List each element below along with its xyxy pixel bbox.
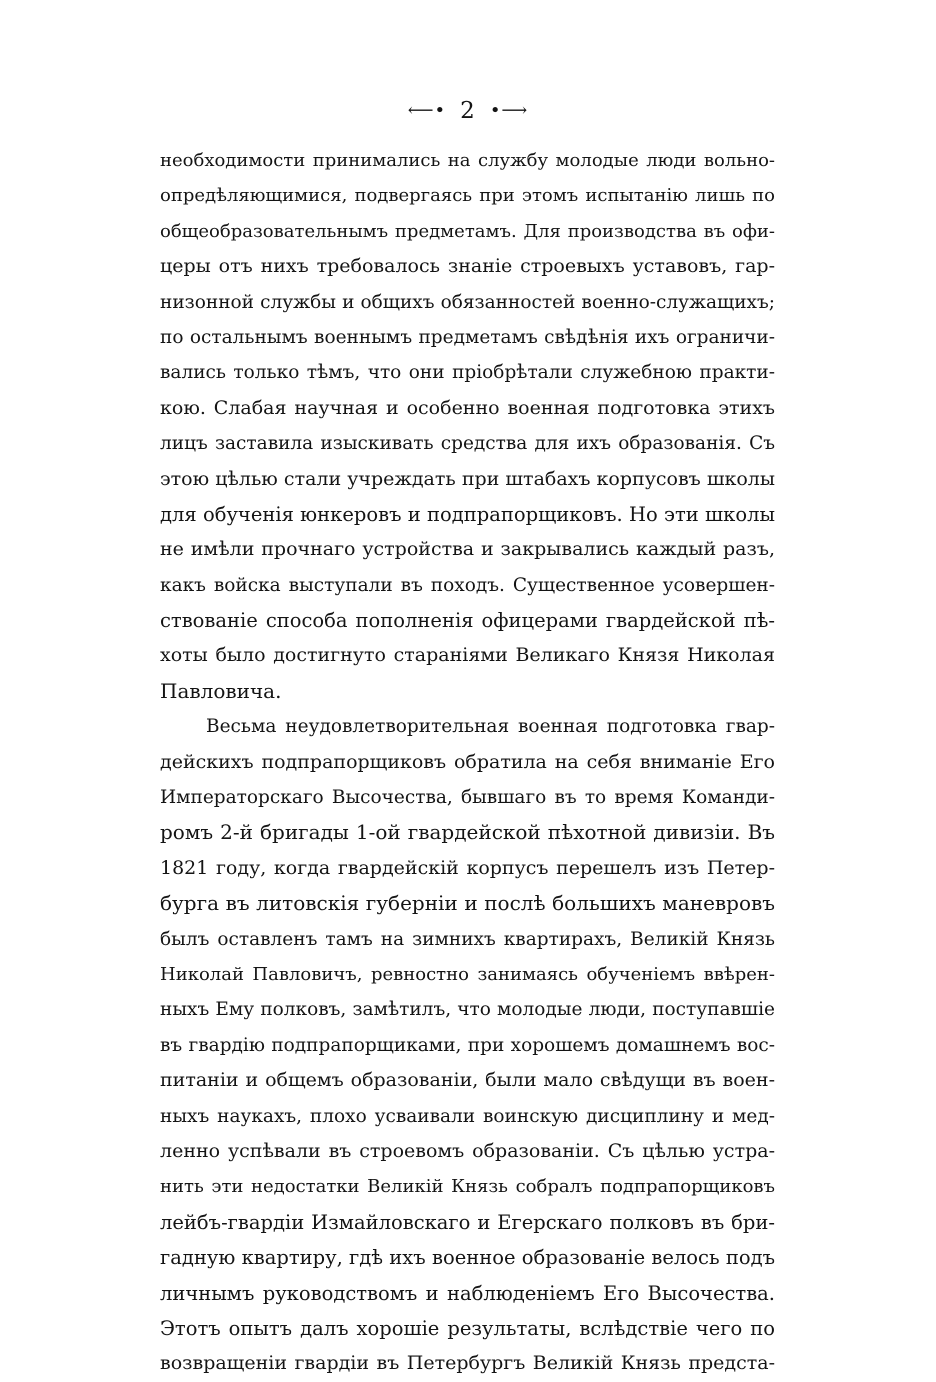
body-text: [160, 143, 775, 1382]
text-line: какъ войска выступали въ походъ. Существенное усовершен-: [160, 574, 775, 596]
text-line: кою. Слабая научная и особенно военная подготовка этихъ: [160, 396, 775, 419]
text-line: этою цѣлью стали учреждать при штабахъ корпусовъ школы: [160, 467, 775, 490]
ornament-left: ⟵•: [407, 100, 447, 121]
text-line: Императорскаго Высочества, бывшаго въ то время Команди-: [160, 787, 775, 809]
text-line: опредѣляющимися, подвергаясь при этомъ испытанію лишь по: [160, 185, 775, 207]
text-line: хоты было достигнуто стараніями Великаго Князя Николая: [160, 644, 775, 667]
page-header: [0, 96, 936, 126]
text-line: Николай Павловичъ, ревностно занимаясь обученіемъ ввѣрен-: [160, 963, 775, 985]
text-line: былъ оставленъ тамъ на зимнихъ квартирахъ, Великій Князь: [160, 928, 775, 950]
text-line: лейбъ-гвардіи Измайловскаго и Егерскаго полковъ въ бри-: [160, 1210, 775, 1234]
text-line: вались только тѣмъ, что они пріобрѣтали служебною практи-: [160, 362, 775, 384]
text-line: нить эти недостатки Великій Князь собралъ подпрапорщиковъ: [160, 1176, 775, 1198]
text-line: общеобразовательнымъ предметамъ. Для производства въ офи-: [160, 220, 775, 242]
text-line: Павловича.: [160, 678, 282, 703]
text-line: ныхъ Ему полковъ, замѣтилъ, что молодые люди, поступавшіе: [160, 999, 775, 1021]
text-line: лицъ заставила изыскивать средства для ихъ образованія. Съ: [160, 433, 775, 455]
text-line: возвращеніи гвардіи въ Петербургъ Великій Князь предста-: [160, 1352, 775, 1375]
text-line: ленно успѣвали въ строевомъ образованіи. Съ цѣлью устра-: [160, 1139, 775, 1162]
text-line: по остальнымъ военнымъ предметамъ свѣдѣнія ихъ ограничи-: [160, 326, 775, 348]
text-line: гадную квартиру, гдѣ ихъ военное образованіе велось подъ: [160, 1246, 775, 1270]
text-line: бурга въ литовскія губерніи и послѣ большихъ маневровъ: [160, 891, 775, 916]
text-line: дейскихъ подпрапорщиковъ обратила на себя вниманіе Его: [160, 750, 775, 773]
text-line: Весьма неудовлетворительная военная подготовка гвар-: [206, 716, 775, 738]
text-line: ныхъ наукахъ, плохо усваивали воинскую дисциплину и мед-: [160, 1105, 775, 1127]
text-line: 1821 году, когда гвардейскій корпусъ перешелъ изъ Петер-: [160, 856, 775, 879]
text-line: необходимости принимались на службу молодые люди вольно-: [160, 150, 775, 171]
text-line: Этотъ опытъ далъ хорошіе результаты, вслѣдствіе чего по: [160, 1316, 775, 1340]
text-line: въ гвардію подпрапорщиками, при хорошемъ домашнемъ вос-: [160, 1034, 775, 1056]
text-line: ромъ 2-й бригады 1-ой гвардейской пѣхотной дивизіи. Въ: [160, 820, 775, 845]
page-number: 2: [460, 98, 476, 124]
text-line: низонной службы и общихъ обязанностей военно-служащихъ;: [160, 291, 775, 313]
text-line: питаніи и общемъ образованіи, были мало свѣдущи въ воен-: [160, 1069, 775, 1092]
text-line: для обученія юнкеровъ и подпрапорщиковъ. Но эти школы: [160, 502, 775, 526]
text-line: церы отъ нихъ требовалось знаніе строевыхъ уставовъ, гар-: [160, 255, 775, 278]
text-line: ствованіе способа пополненія офицерами гвардейской пѣ-: [160, 609, 775, 633]
ornament-right: •⟶: [489, 100, 529, 121]
text-line: не имѣли прочнаго устройства и закрывались каждый разъ,: [160, 538, 775, 561]
text-line: личнымъ руководствомъ и наблюденіемъ Его Высочества.: [160, 1281, 775, 1305]
